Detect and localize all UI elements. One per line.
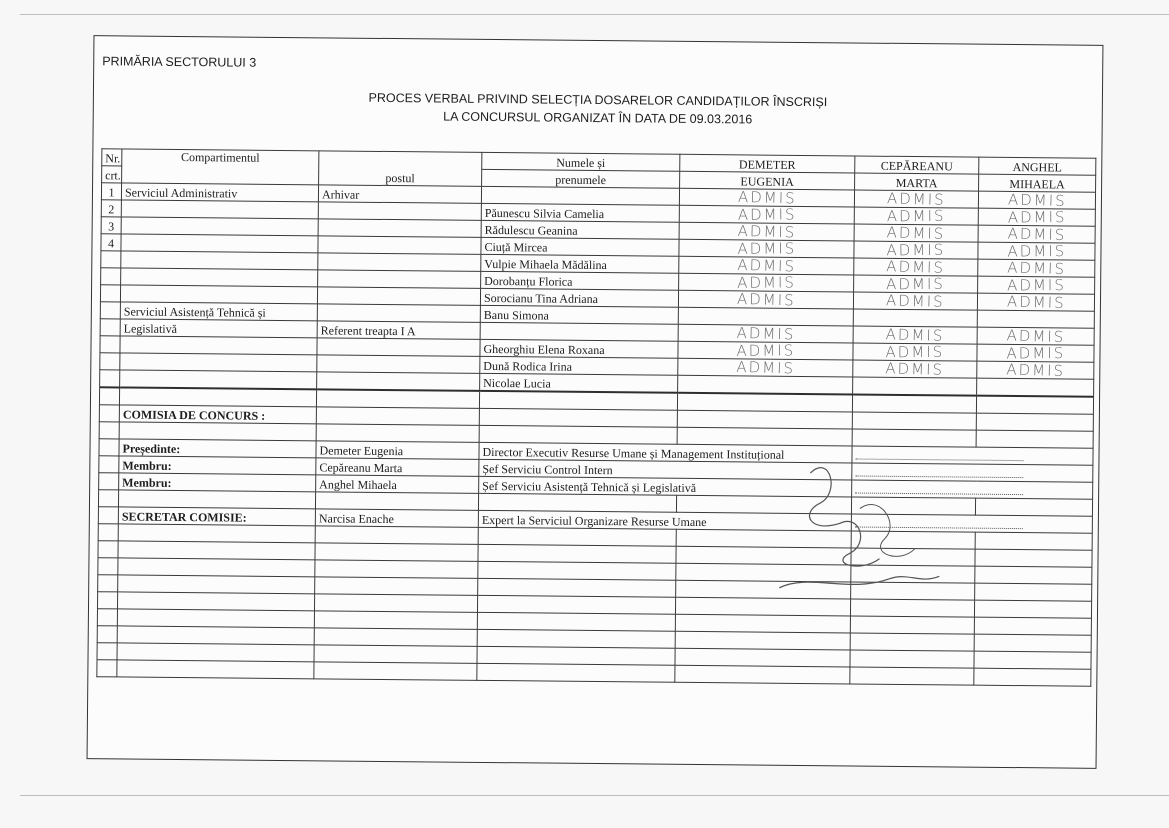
empty-cell [974, 634, 1091, 652]
empty-cell [99, 387, 119, 405]
empty-cell [478, 578, 676, 597]
admis-handwritten: ADMIS [1005, 360, 1065, 381]
row-eval3 [978, 259, 1095, 277]
admis-handwritten: ADMIS [885, 291, 946, 311]
empty-cell [975, 549, 1092, 567]
row-eval2 [853, 377, 977, 396]
commission-role: SECRETAR COMISIE: [118, 507, 315, 526]
row-eval2 [854, 224, 978, 242]
header-eval1-line2: EUGENIA [680, 171, 855, 190]
empty-cell [677, 427, 852, 446]
empty-cell [118, 558, 315, 577]
admis-handwritten: ADMIS [736, 289, 796, 310]
header-nr: Nr. [102, 149, 122, 166]
empty-cell [314, 662, 477, 681]
row-eval2 [853, 360, 977, 378]
row-candidate-name: Dorobanțu Florica [481, 271, 679, 290]
commission-member-function: Șef Serviciu Asistență Tehnică și Legislativă [479, 476, 852, 497]
empty-cell [479, 408, 677, 427]
admis-handwritten: ADMIS [1006, 258, 1066, 279]
row-compartment [120, 353, 317, 372]
admis-handwritten: ADMIS [1007, 208, 1067, 227]
empty-cell [676, 495, 851, 514]
empty-cell [99, 439, 119, 456]
signature-line [855, 517, 1023, 530]
empty-cell [675, 614, 850, 633]
admis-handwritten: ADMIS [886, 274, 946, 294]
empty-cell [314, 611, 477, 630]
admis-handwritten: ADMIS [737, 221, 797, 242]
admis-handwritten: ADMIS [885, 359, 945, 379]
header-eval3-line1: ANGHEL [979, 157, 1096, 175]
empty-cell [98, 541, 118, 558]
row-compartment [121, 251, 318, 270]
empty-cell [316, 389, 479, 408]
row-nr [100, 285, 120, 302]
commission-member-function: Director Executiv Resurse Umane și Management Instituțional [479, 442, 852, 463]
empty-cell [117, 592, 314, 611]
row-nr [101, 268, 121, 285]
admis-handwritten: ADMIS [736, 341, 795, 360]
header-name: Numele și [482, 152, 680, 171]
header-post: postul [319, 151, 482, 187]
row-eval1 [679, 273, 854, 292]
empty-cell [675, 648, 850, 667]
empty-cell [118, 490, 315, 509]
row-compartment: Serviciul Administrativ [121, 183, 318, 202]
empty-cell [675, 597, 850, 616]
empty-cell [315, 560, 478, 579]
row-post [317, 287, 480, 306]
row-eval1 [679, 256, 854, 275]
empty-cell [98, 558, 118, 575]
empty-cell [851, 548, 975, 566]
admis-handwritten: ADMIS [737, 239, 796, 258]
row-nr: 1 [101, 183, 121, 200]
admis-handwritten: ADMIS [886, 189, 947, 209]
commission-member-function: Șef Serviciu Control Intern [479, 459, 852, 480]
row-nr [100, 353, 120, 370]
empty-cell [314, 594, 477, 613]
empty-cell [98, 524, 118, 541]
header-eval2-line2: MARTA [855, 173, 979, 191]
empty-cell [98, 507, 118, 524]
empty-cell [314, 645, 477, 664]
empty-cell [675, 665, 850, 684]
signature-line [855, 483, 1023, 496]
empty-cell [315, 492, 478, 511]
row-nr [100, 319, 120, 336]
commission-role: Membru: [119, 473, 316, 492]
empty-cell [478, 561, 676, 580]
admis-handwritten: ADMIS [1006, 275, 1066, 295]
empty-cell [675, 631, 850, 650]
row-post: Referent treapta I A [317, 321, 480, 340]
empty-cell [316, 424, 479, 443]
header-compartment: Compartimentul [122, 149, 319, 185]
admis-handwritten: ADMIS [1007, 190, 1067, 211]
row-post [318, 236, 481, 255]
empty-cell [315, 577, 478, 596]
document-title [94, 86, 1102, 132]
commission-member-name: Demeter Eugenia [316, 441, 479, 460]
row-nr [100, 336, 120, 353]
signature-cell [852, 463, 1093, 482]
empty-cell [117, 660, 314, 679]
empty-cell [99, 456, 119, 473]
row-eval2 [853, 343, 977, 361]
row-post [318, 270, 481, 289]
row-compartment [121, 217, 318, 236]
empty-cell [850, 633, 974, 651]
row-eval3 [978, 225, 1095, 243]
empty-cell [976, 396, 1093, 415]
row-eval1 [679, 222, 854, 241]
admis-handwritten: ADMIS [1006, 343, 1065, 363]
signature-cell [851, 514, 1092, 533]
row-compartment [121, 200, 318, 219]
row-eval1 [678, 290, 853, 309]
row-candidate-name: Rădulescu Geanina [481, 220, 679, 239]
admis-handwritten: ADMIS [886, 240, 946, 260]
commission-role: Membru: [119, 456, 316, 475]
empty-cell [974, 651, 1091, 669]
empty-cell [99, 405, 119, 422]
empty-cell [97, 660, 117, 677]
admis-handwritten: ADMIS [885, 342, 945, 362]
empty-cell [850, 616, 974, 634]
row-compartment: Legislativă [120, 319, 317, 338]
row-candidate-name: Nicolae Lucia [480, 373, 678, 392]
admis-handwritten: ADMIS [736, 273, 796, 292]
row-post [318, 219, 481, 238]
row-candidate-name: Sorocianu Tina Adriana [480, 288, 678, 307]
empty-cell [118, 541, 315, 560]
empty-cell [676, 563, 851, 582]
empty-cell [97, 609, 117, 626]
empty-cell [99, 473, 119, 490]
commission-role: Președinte: [119, 439, 316, 458]
row-eval2 [854, 258, 978, 276]
admis-handwritten: ADMIS [737, 205, 797, 224]
empty-cell [851, 582, 975, 600]
empty-cell [478, 544, 676, 563]
empty-cell [852, 394, 976, 413]
empty-cell [676, 529, 851, 548]
document-sheet [87, 35, 1104, 769]
empty-cell [976, 430, 1093, 448]
header-name-2: prenumele [482, 169, 680, 188]
empty-cell [97, 643, 117, 660]
empty-cell [676, 546, 851, 565]
row-post: Arhivar [318, 185, 481, 204]
empty-cell [99, 422, 119, 439]
empty-cell [479, 425, 677, 444]
empty-cell [315, 526, 478, 545]
header-eval3-line2: MIHAELA [979, 174, 1096, 192]
empty-cell [975, 583, 1092, 601]
signature-cell [852, 446, 1093, 465]
row-eval1 [679, 188, 854, 207]
empty-cell [852, 412, 976, 430]
empty-cell [477, 629, 675, 648]
admis-handwritten: ADMIS [885, 325, 945, 345]
row-compartment [120, 370, 317, 389]
empty-cell [975, 566, 1092, 584]
empty-cell [478, 527, 676, 546]
row-candidate-name: Gheorghiu Elena Roxana [480, 339, 678, 358]
empty-cell [477, 612, 675, 631]
row-nr [101, 251, 121, 268]
row-eval3 [978, 208, 1095, 226]
empty-cell [117, 626, 314, 645]
empty-cell [477, 646, 675, 665]
row-nr: 3 [101, 217, 121, 234]
empty-cell [850, 599, 974, 617]
admis-handwritten: ADMIS [737, 187, 797, 208]
row-nr: 4 [101, 234, 121, 251]
empty-cell [119, 387, 316, 406]
admis-handwritten: ADMIS [886, 206, 946, 226]
empty-cell [851, 497, 975, 515]
row-candidate-name: Ciuță Mircea [481, 237, 679, 256]
row-candidate-name: Păunescu Silvia Camelia [481, 203, 679, 222]
empty-cell [119, 422, 316, 441]
row-eval3 [978, 276, 1095, 294]
row-eval2 [853, 326, 977, 344]
commission-member-name: Anghel Mihaela [316, 475, 479, 494]
header-eval1-line1: DEMETER [680, 154, 855, 173]
signature-line [855, 449, 1023, 462]
empty-cell [677, 410, 852, 429]
row-eval2 [853, 309, 977, 327]
row-eval2 [854, 190, 978, 208]
row-eval1 [678, 358, 853, 377]
empty-cell [851, 565, 975, 583]
admis-handwritten: ADMIS [735, 357, 795, 378]
commission-member-name: Cepăreanu Marta [316, 458, 479, 477]
row-eval2 [854, 275, 978, 293]
empty-cell [975, 498, 1092, 516]
empty-cell [118, 575, 315, 594]
row-post [318, 253, 481, 272]
empty-cell [97, 626, 117, 643]
admis-handwritten: ADMIS [736, 323, 796, 344]
row-eval1 [678, 375, 853, 394]
empty-cell [852, 429, 976, 447]
row-nr: 2 [101, 200, 121, 217]
empty-cell [117, 643, 314, 662]
row-compartment [121, 268, 318, 287]
admis-handwritten: ADMIS [736, 255, 796, 276]
signature-cell [852, 480, 1093, 499]
row-eval2 [854, 241, 978, 259]
row-compartment [121, 234, 318, 253]
empty-cell [974, 668, 1091, 686]
institution-name: PRIMĂRIA SECTORULUI 3 [102, 54, 257, 70]
admis-handwritten: ADMIS [1006, 292, 1066, 313]
row-eval3 [977, 327, 1094, 345]
row-eval3 [977, 361, 1094, 379]
row-post [317, 338, 480, 357]
row-eval2 [854, 207, 978, 225]
selection-table [96, 148, 1096, 687]
empty-cell [316, 407, 479, 426]
row-candidate-name: Banu Simona [480, 305, 678, 324]
header-eval2-line1: CEPĂREANU [855, 156, 979, 174]
empty-cell [314, 628, 477, 647]
row-eval3 [977, 310, 1094, 328]
empty-cell [477, 663, 675, 682]
row-eval3 [977, 293, 1094, 311]
empty-cell [98, 575, 118, 592]
empty-cell [851, 531, 975, 549]
row-candidate-name [480, 322, 678, 341]
empty-cell [97, 592, 117, 609]
title-line-2: LA CONCURSUL ORGANIZAT ÎN DATA DE 09.03.2016 [443, 109, 753, 127]
row-eval1 [678, 307, 853, 326]
commission-member-function: Expert la Serviciul Organizare Resurse Umane [478, 510, 851, 531]
empty-cell [477, 595, 675, 614]
admis-handwritten: ADMIS [886, 223, 946, 243]
commission-heading: COMISIA DE CONCURS : [119, 405, 316, 424]
row-eval1 [679, 205, 854, 224]
row-compartment [120, 285, 317, 304]
row-eval2 [853, 292, 977, 310]
row-post [318, 202, 481, 221]
row-eval3 [978, 191, 1095, 209]
empty-cell [850, 650, 974, 668]
row-candidate-name: Dună Rodica Irina [480, 356, 678, 375]
row-compartment [120, 336, 317, 355]
row-compartment: Serviciul Asistență Tehnică și [120, 302, 317, 321]
scan-bottom-line [20, 795, 1169, 796]
row-eval3 [977, 378, 1094, 397]
empty-cell [975, 532, 1092, 550]
empty-cell [479, 391, 677, 410]
row-eval1 [679, 239, 854, 258]
admis-handwritten: ADMIS [1007, 224, 1067, 245]
empty-cell [315, 543, 478, 562]
empty-cell [117, 609, 314, 628]
row-candidate-name [481, 186, 679, 205]
empty-cell [118, 524, 315, 543]
row-nr [100, 370, 120, 388]
row-nr [100, 302, 120, 319]
signature-line [855, 466, 1023, 479]
row-eval1 [678, 341, 853, 360]
admis-handwritten: ADMIS [1007, 242, 1066, 261]
admis-handwritten: ADMIS [886, 257, 946, 277]
row-post [317, 304, 480, 323]
empty-cell [974, 600, 1091, 618]
row-post [317, 355, 480, 374]
empty-cell [677, 393, 852, 412]
row-eval3 [977, 344, 1094, 362]
empty-cell [478, 493, 676, 512]
row-eval1 [678, 324, 853, 343]
empty-cell [974, 617, 1091, 635]
admis-handwritten: ADMIS [1006, 326, 1066, 347]
empty-cell [676, 580, 851, 599]
commission-member-name: Narcisa Enache [315, 509, 478, 528]
row-eval3 [978, 242, 1095, 260]
empty-cell [976, 413, 1093, 431]
row-candidate-name: Vulpie Mihaela Mădălina [481, 254, 679, 273]
title-line-1: PROCES VERBAL PRIVIND SELECȚIA DOSARELOR CANDIDAȚILOR ÎNSCRIȘI [368, 90, 828, 110]
row-post [317, 372, 480, 391]
scan-top-line [20, 14, 1169, 15]
header-crt: crt. [102, 166, 122, 183]
empty-cell [850, 667, 974, 685]
empty-cell [98, 490, 118, 507]
